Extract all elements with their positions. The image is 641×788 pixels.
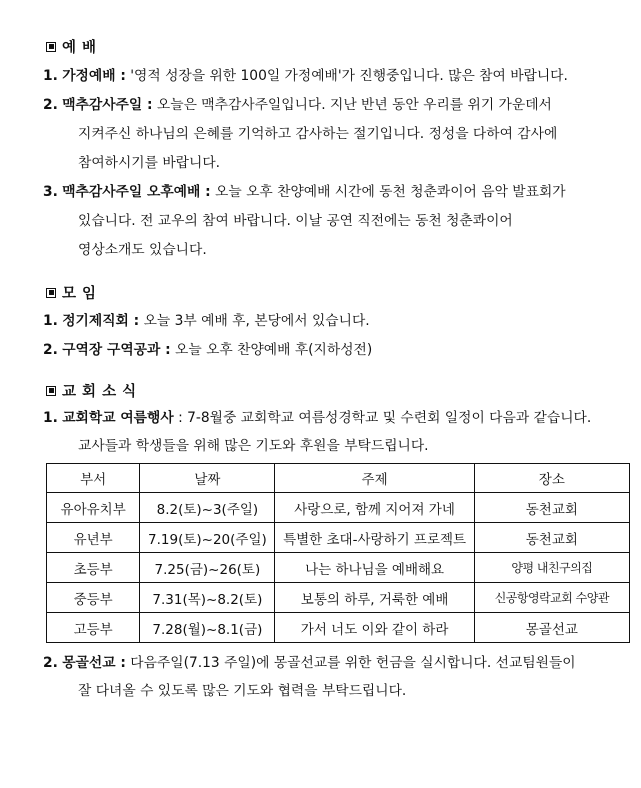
section-title: 예 배	[62, 40, 97, 56]
table-row	[47, 523, 630, 553]
worship-item-3-cont-2: 영상소개도 있습니다.	[78, 242, 207, 258]
section-heading-meeting	[46, 282, 97, 303]
table-row	[47, 613, 630, 643]
item-number: 3.	[43, 184, 58, 200]
item-text: : 7-8월중 교회학교 여름성경학교 및 수련회 일정이 다음과 같습니다.	[178, 410, 592, 426]
column-header-place: 장소	[474, 464, 629, 493]
item-number: 2.	[43, 342, 58, 358]
cell-department: 고등부	[47, 613, 140, 643]
cell-place: 동천교회	[474, 493, 629, 523]
table-row	[47, 553, 630, 583]
item-heading: 맥추감사주일 :	[62, 97, 153, 113]
table-header-row	[47, 464, 630, 493]
cell-place: 신공항영락교회 수양관	[474, 583, 629, 613]
cell-date: 7.25(금)~26(토)	[140, 553, 275, 583]
item-number: 1.	[43, 313, 58, 329]
cell-theme: 사랑으로, 함께 지어져 가네	[275, 493, 474, 523]
cell-department: 유년부	[47, 523, 140, 553]
item-heading: 교회학교 여름행사	[62, 410, 174, 426]
item-text: '영적 성장을 위한 100일 가정예배'가 진행중입니다. 많은 참여 바랍니다.	[130, 68, 568, 84]
worship-item-2-cont-1: 지켜주신 하나님의 은혜를 기억하고 감사하는 절기입니다. 정성을 다하여 감사에	[78, 126, 558, 142]
cell-department: 중등부	[47, 583, 140, 613]
item-number: 2.	[43, 97, 58, 113]
column-header-theme: 주제	[275, 464, 474, 493]
item-text: 오늘 오후 찬양예배 후(지하성전)	[175, 342, 373, 358]
square-bullet-icon	[46, 42, 56, 52]
worship-item-2-cont-2: 참여하시기를 바랍니다.	[78, 155, 221, 171]
summer-event-schedule-table	[46, 463, 630, 643]
item-heading: 가정예배 :	[62, 68, 126, 84]
cell-department: 초등부	[47, 553, 140, 583]
table-row	[47, 493, 630, 523]
cell-department: 유아유치부	[47, 493, 140, 523]
worship-item-3-cont-1: 있습니다. 전 교우의 참여 바랍니다. 이날 공연 직전에는 동천 청춘콰이어	[78, 213, 513, 229]
square-bullet-icon	[46, 386, 56, 396]
cell-date: 7.31(목)~8.2(토)	[140, 583, 275, 613]
cell-place: 동천교회	[474, 523, 629, 553]
news-item-1-cont-1: 교사들과 학생들을 위해 많은 기도와 후원을 부탁드립니다.	[78, 438, 429, 454]
cell-theme: 보통의 하루, 거룩한 예배	[275, 583, 474, 613]
cell-theme: 나는 하나님을 예배해요	[275, 553, 474, 583]
cell-theme: 가서 너도 이와 같이 하라	[275, 613, 474, 643]
cell-date: 7.28(월)~8.1(금)	[140, 613, 275, 643]
news-item-1	[43, 408, 625, 428]
item-number: 1.	[43, 68, 58, 84]
section-title: 모 임	[62, 286, 97, 302]
item-text: 다음주일(7.13 주일)에 몽골선교를 위한 헌금을 실시합니다. 선교팀원들이	[130, 655, 576, 671]
item-heading: 구역장 구역공과 :	[62, 342, 171, 358]
item-text: 오늘은 맥추감사주일입니다. 지난 반년 동안 우리를 위기 가운데서	[156, 97, 552, 113]
item-number: 1.	[43, 410, 58, 426]
news-item-2	[43, 653, 625, 673]
item-heading: 정기제직회 :	[62, 313, 140, 329]
item-text: 오늘 오후 찬양예배 시간에 동천 청춘콰이어 음악 발표회가	[215, 184, 566, 200]
column-header-department: 부서	[47, 464, 140, 493]
column-header-date: 날짜	[140, 464, 275, 493]
square-bullet-icon	[46, 288, 56, 298]
cell-place: 몽골선교	[474, 613, 629, 643]
meeting-item-2	[43, 340, 625, 360]
section-title: 교 회 소 식	[62, 384, 137, 400]
cell-theme: 특별한 초대-사랑하기 프로젝트	[275, 523, 474, 553]
section-heading-worship	[46, 36, 97, 57]
cell-date: 8.2(토)~3(주일)	[140, 493, 275, 523]
item-heading: 몽골선교 :	[62, 655, 126, 671]
worship-item-2	[43, 95, 625, 115]
worship-item-1	[43, 66, 625, 86]
news-item-2-cont-1: 잘 다녀올 수 있도록 많은 기도와 협력을 부탁드립니다.	[78, 683, 407, 699]
table-row	[47, 583, 630, 613]
meeting-item-1	[43, 311, 625, 331]
worship-item-3	[43, 182, 625, 202]
section-heading-news	[46, 380, 137, 401]
cell-place: 양평 내친구의집	[474, 553, 629, 583]
cell-date: 7.19(토)~20(주일)	[140, 523, 275, 553]
item-text: 오늘 3부 예배 후, 본당에서 있습니다.	[143, 313, 370, 329]
item-heading: 맥추감사주일 오후예배 :	[62, 184, 211, 200]
item-number: 2.	[43, 655, 58, 671]
